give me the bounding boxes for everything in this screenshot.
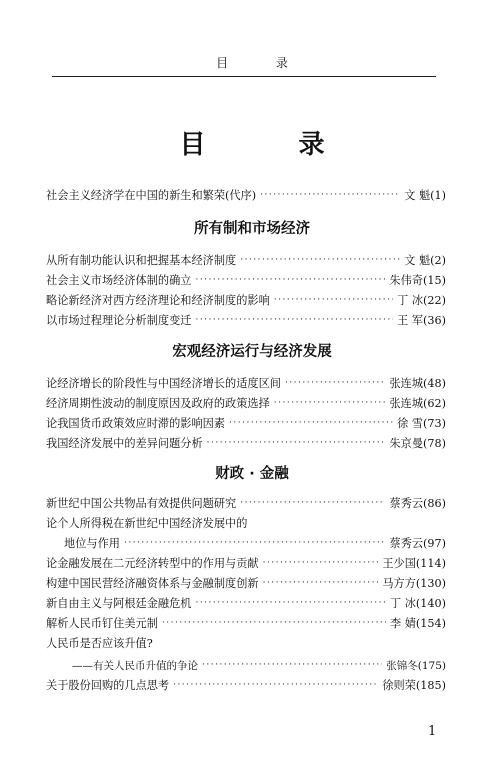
- dot-leader: [124, 538, 386, 548]
- dot-leader: [260, 190, 400, 200]
- dot-leader: [195, 598, 386, 608]
- toc-entry-author: 马方方(130): [382, 577, 446, 590]
- dot-leader: [173, 680, 378, 690]
- toc-entry-author: 王 军(36): [397, 314, 446, 327]
- section-title-ownership: 所有制和市场经济: [194, 221, 310, 237]
- dot-leader: [263, 578, 379, 588]
- toc-entry[interactable]: [46, 414, 446, 432]
- toc-entry[interactable]: [46, 251, 446, 269]
- toc-entry-author: 徐 雪(73): [397, 417, 446, 430]
- toc-entry[interactable]: [46, 374, 446, 392]
- dot-leader: [240, 498, 385, 508]
- toc-entry-author: 张锦冬(175): [386, 659, 446, 672]
- dot-leader: [202, 660, 382, 670]
- dot-leader: [274, 398, 386, 408]
- toc-entry-title: 关于股份回购的几点思考: [46, 679, 170, 692]
- toc-entry[interactable]: [46, 594, 446, 612]
- toc-entry-title: 人民币是否应该升值?: [46, 637, 153, 650]
- toc-entry-subtitle[interactable]: [72, 656, 446, 674]
- toc-entry[interactable]: [46, 494, 446, 512]
- toc-entry-title: 新世纪中国公共物品有效提供问题研究: [46, 497, 237, 510]
- toc-entry[interactable]: [46, 291, 446, 309]
- toc-entry-author: 李 婧(154): [389, 617, 446, 630]
- toc-entry-author: 朱伟奇(15): [389, 274, 446, 287]
- toc-entry-author: 丁 冰(140): [389, 597, 446, 610]
- toc-entry-first-line[interactable]: [46, 634, 346, 652]
- toc-entry[interactable]: [46, 311, 446, 329]
- dot-leader: [263, 558, 379, 568]
- header-rule: [52, 76, 436, 77]
- toc-entry-title: 论我国货币政策效应时滞的影响因素: [46, 417, 226, 430]
- toc-entry-title: 构建中国民营经济融资体系与金融制度创新: [46, 577, 259, 590]
- toc-entry-author: 张连城(48): [389, 377, 446, 390]
- toc-entry-title: 解析人民币钉住美元制: [46, 617, 158, 630]
- toc-entry[interactable]: [46, 554, 446, 572]
- dot-leader: [229, 418, 393, 428]
- toc-entry-title: 论个人所得税在新世纪中国经济发展中的: [46, 517, 248, 530]
- dot-leader: [195, 275, 385, 285]
- toc-entry-title: 社会主义市场经济体制的确立: [46, 274, 192, 287]
- section-title-macroeconomy: 宏观经济运行与经济发展: [172, 344, 332, 360]
- dot-leader: [162, 618, 386, 628]
- dot-leader: [285, 378, 386, 388]
- toc-entry-title: 从所有制功能认识和把握基本经济制度: [46, 254, 237, 267]
- toc-entry-title: 略论新经济对西方经济理论和经济制度的影响: [46, 294, 270, 307]
- section-title-finance: 财政 · 金融: [215, 466, 289, 482]
- page-number: 1: [428, 724, 437, 739]
- toc-entry-title: 社会主义经济学在中国的新生和繁荣(代序): [46, 189, 257, 202]
- dot-leader: [274, 295, 393, 305]
- toc-entry-author: 王少国(114): [382, 557, 446, 570]
- toc-entry-continuation[interactable]: [64, 534, 446, 552]
- running-header: 目 录: [216, 56, 310, 70]
- toc-entry-title: 地位与作用: [64, 537, 120, 550]
- dot-leader: [195, 315, 393, 325]
- toc-entry-author: 文 魁(1): [404, 189, 446, 202]
- dot-leader: [240, 255, 400, 265]
- toc-entry-title: 论金融发展在二元经济转型中的作用与贡献: [46, 557, 259, 570]
- toc-entry-author: 张连城(62): [389, 397, 446, 410]
- toc-entry[interactable]: [46, 394, 446, 412]
- toc-entry-title: 经济周期性波动的制度原因及政府的政策选择: [46, 397, 270, 410]
- toc-entry-author: 蔡秀云(86): [389, 497, 446, 510]
- toc-entry-title: 论经济增长的阶段性与中国经济增长的适度区间: [46, 377, 281, 390]
- toc-entry-title: 我国经济发展中的差异问题分析: [46, 437, 203, 450]
- toc-entry[interactable]: [46, 676, 446, 694]
- toc-entry-author: 朱京曼(78): [389, 437, 446, 450]
- dot-leader: [207, 438, 386, 448]
- toc-entry-title: 新自由主义与阿根廷金融危机: [46, 597, 192, 610]
- toc-entry[interactable]: [46, 574, 446, 592]
- toc-entry-first-line[interactable]: [46, 514, 346, 532]
- toc-entry[interactable]: [46, 614, 446, 632]
- toc-entry[interactable]: [46, 434, 446, 452]
- toc-entry-author: 徐则荣(185): [382, 679, 446, 692]
- toc-entry-author: 蔡秀云(97): [389, 537, 446, 550]
- toc-entry[interactable]: [46, 271, 446, 289]
- page-title: 目 录: [179, 130, 367, 160]
- toc-entry-title: 以市场过程理论分析制度变迁: [46, 314, 192, 327]
- toc-entry-author: 丁 冰(22): [397, 294, 446, 307]
- toc-entry-title: ——有关人民币升值的争论: [72, 659, 198, 672]
- toc-entry-preface[interactable]: [46, 186, 446, 204]
- toc-entry-author: 文 魁(2): [404, 254, 446, 267]
